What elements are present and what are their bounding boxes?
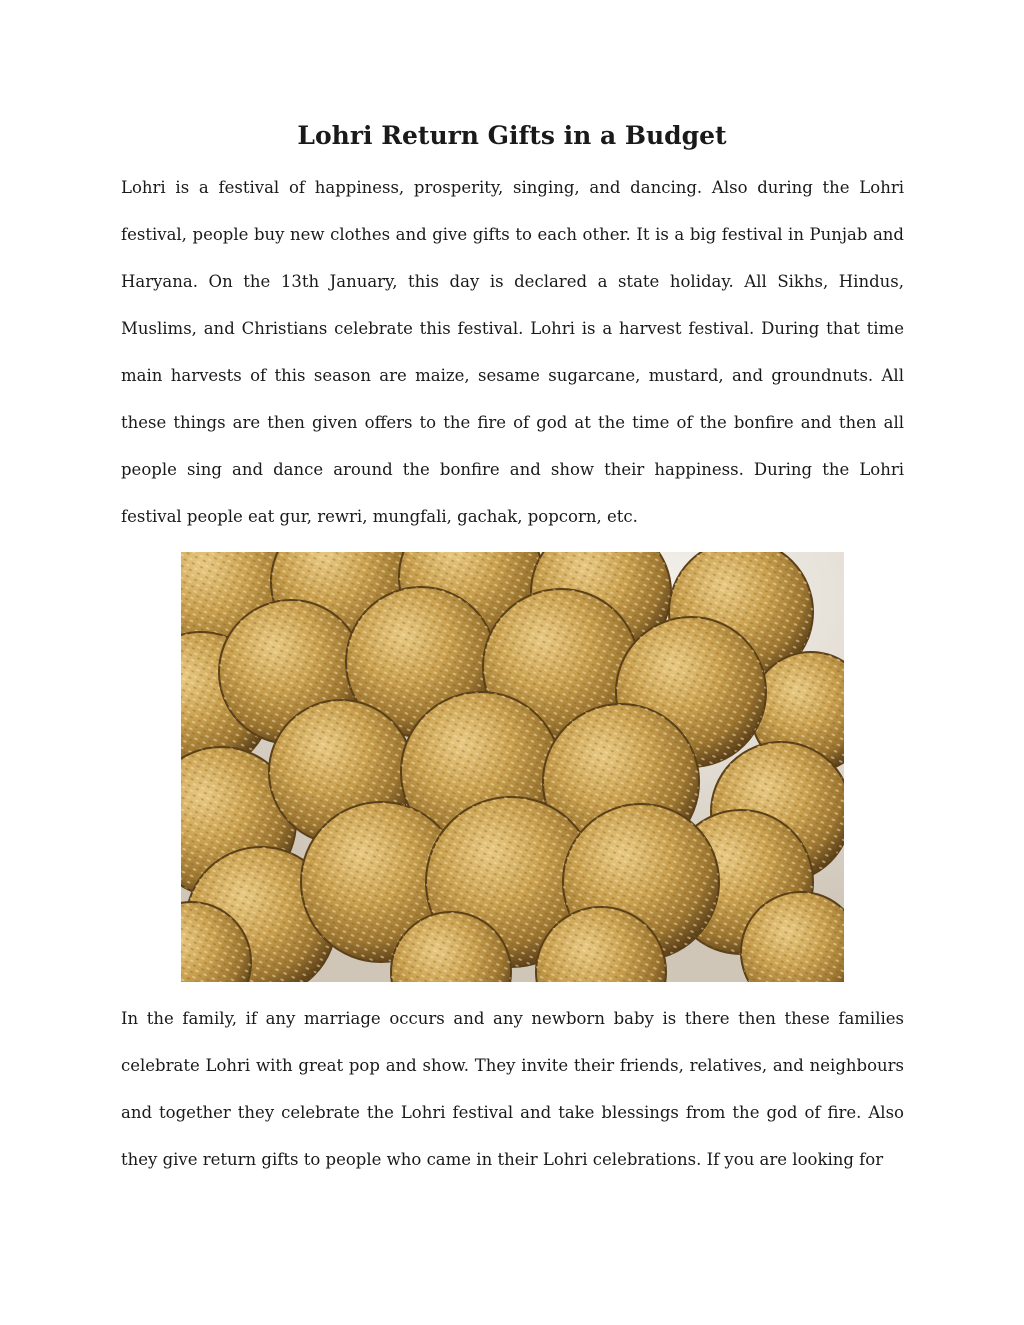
sesame-laddoos-photo xyxy=(181,552,844,982)
intro-paragraph: Lohri is a festival of happiness, prosperity, singing, and dancing. Also during the Lohri festival, people buy new clothes and give gifts to each other. It is a big festival in Punjab and Haryana. On the 13th January, this day is declared a state holiday. All Sikhs, Hindus, Muslims, and Christians celebrate this festival. Lohri is a harvest festival. During that time main harvests of this season are maize, sesame sugarcane, mustard, and groundnuts. All these things are then given offers to the fire of god at the time of the bonfire and then all people sing and dance around the bonfire and show their happiness. During the Lohri festival people eat gur, rewri, mungfali, gachak, popcorn, etc. xyxy=(121,178,904,526)
laddoo-cluster xyxy=(181,552,844,982)
family-paragraph: In the family, if any marriage occurs and any newborn baby is there then these families celebrate Lohri with great pop and show. They invite their friends, relatives, and neighbours and together they celebrate the Lohri festival and take blessings from the god of fire. Also they give return gifts to people who came in their Lohri celebrations. If you are looking for xyxy=(121,1009,904,1169)
document-title: Lohri Return Gifts in a Budget xyxy=(297,121,727,150)
